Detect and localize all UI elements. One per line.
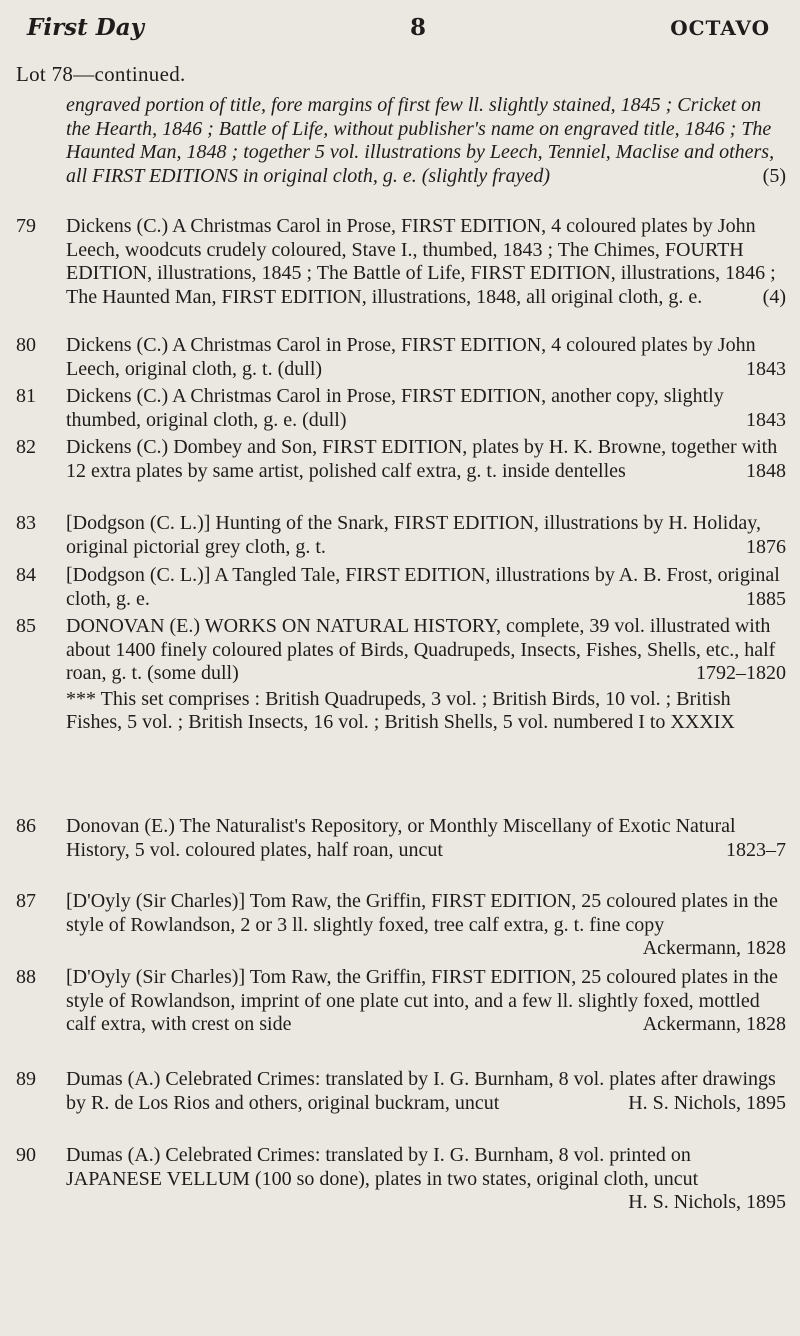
lot-text: Donovan (E.) The Naturalist's Repository, or Monthly Miscellany of Exotic Natural History, 5 vol. coloured plates, half roan, uncut (66, 815, 736, 861)
header-format: OCTAVO (670, 16, 770, 40)
lot-count: (5) (762, 164, 786, 187)
lot-78-continuation (16, 94, 786, 188)
lot-text: Dumas (A.) Celebrated Crimes: translated by I. G. Burnham, 8 vol. printed on JAPANESE VELLUM (100 so done), plates in two states, original cloth, uncut (66, 1144, 699, 1190)
lot-89 (16, 1068, 786, 1115)
lot-text: [Dodgson (C. L.)] Hunting of the Snark, FIRST EDITION, illustrations by H. Holiday, original pictorial grey cloth, g. t. (66, 512, 761, 558)
lot-end: (4) (762, 285, 786, 308)
lot-85 (16, 615, 786, 735)
lot-number: 87 (16, 890, 36, 912)
lot-number: 89 (16, 1068, 36, 1090)
lot-number: 81 (16, 385, 36, 407)
lot-text: Dickens (C.) A Christmas Carol in Prose, FIRST EDITION, 4 coloured plates by John Leech, original cloth, g. t. (dull) (66, 334, 756, 380)
lot-text: [D'Oyly (Sir Charles)] Tom Raw, the Griffin, FIRST EDITION, 25 coloured plates in the style of Rowlandson, imprint of one plate cut into, and a few ll. slightly foxed, mottled calf extra, with crest on side (66, 966, 778, 1036)
lot-number: 83 (16, 512, 36, 534)
lot-note: *** This set comprises : British Quadrupeds, 3 vol. ; British Birds, 10 vol. ; British Fishes, 5 vol. ; British Insects, 16 vol. ; British Shells, 5 vol. numbered I to XXXIX (66, 687, 735, 734)
lot-end: 1843 (746, 408, 786, 431)
lot-81 (16, 385, 786, 432)
lot-end: 1885 (746, 587, 786, 610)
lot-end: 1876 (746, 535, 786, 558)
lot-80 (16, 334, 786, 381)
lot-text: Dickens (C.) A Christmas Carol in Prose, FIRST EDITION, 4 coloured plates by John Leech, woodcuts crudely coloured, Stave I., thumbed, 1843 ; The Chimes, FOURTH EDITION, illustrations, 1845 ; The Battle of Life, FIRST EDITION, illustrations, 1846 ; The Haunted Man, FIRST EDITION, illustrations, 1848, all original cloth, g. e. (66, 215, 776, 308)
lot-number: 79 (16, 215, 36, 237)
lot-88 (16, 966, 786, 1037)
lot-text: [Dodgson (C. L.)] A Tangled Tale, FIRST EDITION, illustrations by A. B. Frost, original cloth, g. e. (66, 564, 780, 610)
lot-86 (16, 815, 786, 862)
lot-end: Ackermann, 1828 (642, 1013, 786, 1036)
lot-text: engraved portion of title, fore margins of first few ll. slightly stained, 1845 ; Cricket on the Hearth, 1846 ; Battle of Life, without publisher's name on engraved title, 1846 ; The Haunted Man, 1848 ; together 5 vol. illustrations by Leech, Tenniel, Maclise and others, all FIRST EDITIONS in original cloth, g. e. (slightly frayed) (66, 94, 775, 187)
lot-end: 1792–1820 (696, 662, 786, 685)
lot-83 (16, 512, 786, 559)
lot-number: 82 (16, 436, 36, 458)
lot-87 (16, 890, 786, 961)
lot-number: 80 (16, 334, 36, 356)
lot-end: Ackermann, 1828 (642, 937, 786, 960)
lot-number: 88 (16, 966, 36, 988)
lot-end: 1823–7 (726, 838, 786, 861)
lot-82 (16, 436, 786, 483)
lot-text: Dickens (C.) A Christmas Carol in Prose, FIRST EDITION, another copy, slightly thumbed, original cloth, g. e. (dull) (66, 385, 724, 431)
lot-79 (16, 215, 786, 309)
page-number: 8 (410, 14, 427, 41)
continued-heading: Lot 78—continued. (16, 62, 186, 86)
lot-number: 84 (16, 564, 36, 586)
lot-number: 90 (16, 1144, 36, 1166)
lot-90 (16, 1144, 786, 1215)
lot-end: 1843 (746, 357, 786, 380)
lot-end: 1848 (746, 459, 786, 482)
lot-end: H. S. Nichols, 1895 (628, 1191, 786, 1214)
lot-text: [D'Oyly (Sir Charles)] Tom Raw, the Griffin, FIRST EDITION, 25 coloured plates in the style of Rowlandson, 2 or 3 ll. slightly foxed, tree calf extra, g. t. fine copy (66, 890, 778, 936)
header-day: First Day (27, 14, 144, 41)
lot-number: 85 (16, 615, 36, 637)
lot-end: H. S. Nichols, 1895 (628, 1091, 786, 1114)
lot-number: 86 (16, 815, 36, 837)
lot-84 (16, 564, 786, 611)
lot-text: Dickens (C.) Dombey and Son, FIRST EDITION, plates by H. K. Browne, together with 12 extra plates by same artist, polished calf extra, g. t. inside dentelles (66, 436, 778, 482)
lot-text: DONOVAN (E.) WORKS ON NATURAL HISTORY, complete, 39 vol. illustrated with about 1400 finely coloured plates of Birds, Quadrupeds, Insects, Fishes, Shells, etc., half roan, g. t. (some dull) (66, 615, 776, 685)
lot-text: Dumas (A.) Celebrated Crimes: translated by I. G. Burnham, 8 vol. plates after drawings by R. de Los Rios and others, original buckram, uncut (66, 1068, 776, 1114)
